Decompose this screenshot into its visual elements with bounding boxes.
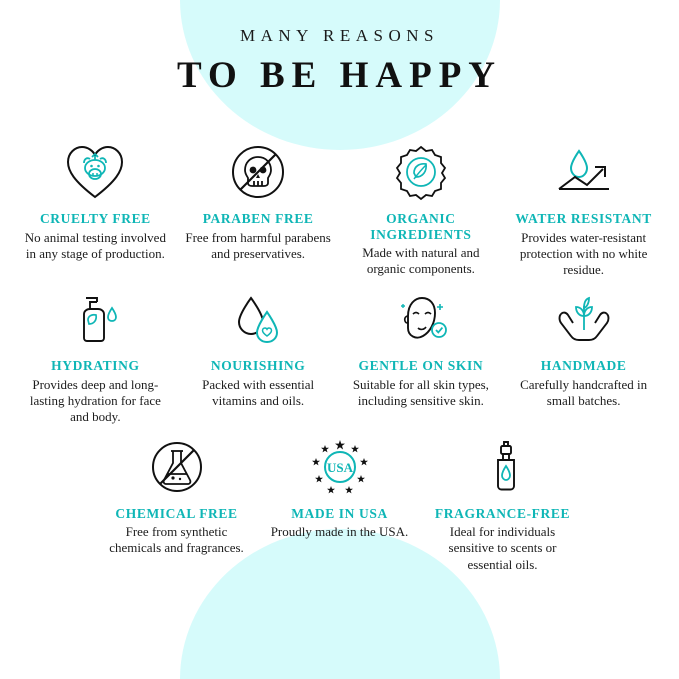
feature-description: Carefully handcrafted in small batches. bbox=[520, 376, 648, 409]
feature-title: HYDRATING bbox=[51, 358, 140, 374]
feature-made-in-usa bbox=[258, 436, 421, 541]
feature-description: Suitable for all skin types, including sensitive skin. bbox=[352, 376, 489, 409]
features-row bbox=[14, 141, 665, 278]
feature-fragrance-free bbox=[421, 436, 584, 573]
svg-text:USA: USA bbox=[326, 459, 353, 475]
feature-description: Packed with essential vitamins and oils. bbox=[202, 376, 315, 409]
feature-organic-ingredients bbox=[340, 141, 503, 278]
feature-description: Ideal for individuals sensitive to scents or essential oils. bbox=[448, 524, 557, 572]
feature-title: MADE IN USA bbox=[291, 505, 388, 521]
features-grid bbox=[14, 141, 665, 573]
feature-description: Proudly made in the USA. bbox=[270, 524, 409, 540]
feature-paraben-free bbox=[177, 141, 340, 262]
feature-description: Free from harmful parabens and preservatives. bbox=[185, 229, 331, 261]
feature-cruelty-free bbox=[14, 141, 177, 262]
dropper-bottle-icon bbox=[474, 436, 532, 498]
feature-handmade bbox=[502, 288, 665, 409]
feature-title: GENTLE ON SKIN bbox=[358, 358, 484, 374]
hands-holding-plant-icon bbox=[551, 288, 617, 350]
features-row bbox=[14, 436, 665, 573]
no-chemical-flask-icon bbox=[148, 436, 206, 498]
feature-title: CRUELTY FREE bbox=[39, 211, 151, 226]
feature-title: FRAGRANCE-FREE bbox=[434, 505, 571, 521]
feature-description: Provides water-resistant protection with no white residue. bbox=[519, 229, 648, 278]
face-check-icon bbox=[390, 288, 452, 350]
feature-title: CHEMICAL FREE bbox=[115, 505, 238, 521]
page-title: TO BE HAPPY bbox=[176, 55, 503, 96]
feature-title: PARABEN FREE bbox=[202, 211, 314, 226]
feature-hydrating bbox=[14, 288, 177, 425]
feature-description: No animal testing involved in any stage of production. bbox=[24, 229, 166, 261]
feature-description: Made with natural and organic components. bbox=[362, 245, 480, 277]
usa-star-badge-icon bbox=[311, 436, 369, 498]
double-droplet-heart-icon bbox=[229, 288, 287, 350]
feature-title: HANDMADE bbox=[540, 358, 627, 374]
feature-title: ORGANIC INGREDIENTS bbox=[370, 211, 472, 242]
features-row bbox=[14, 288, 665, 425]
feature-water-resistant bbox=[502, 141, 665, 278]
feature-description: Free from synthetic chemicals and fragrances. bbox=[109, 524, 244, 556]
feature-title: WATER RESISTANT bbox=[515, 211, 652, 226]
water-droplet-arrow-icon bbox=[551, 141, 617, 203]
lotion-pump-bottle-icon bbox=[66, 288, 124, 350]
skull-no-paraben-icon bbox=[229, 141, 287, 203]
feature-chemical-free bbox=[95, 436, 258, 557]
cow-in-heart-icon bbox=[64, 141, 126, 203]
feature-title: NOURISHING bbox=[210, 358, 306, 374]
feature-nourishing bbox=[177, 288, 340, 409]
eyebrow-text: MANY REASONS bbox=[239, 26, 440, 45]
feature-gentle-on-skin bbox=[340, 288, 503, 409]
leaf-badge-icon bbox=[392, 141, 450, 203]
page-header bbox=[14, 0, 665, 97]
feature-description: Provides deep and long-lasting hydration for face and body. bbox=[29, 376, 161, 425]
